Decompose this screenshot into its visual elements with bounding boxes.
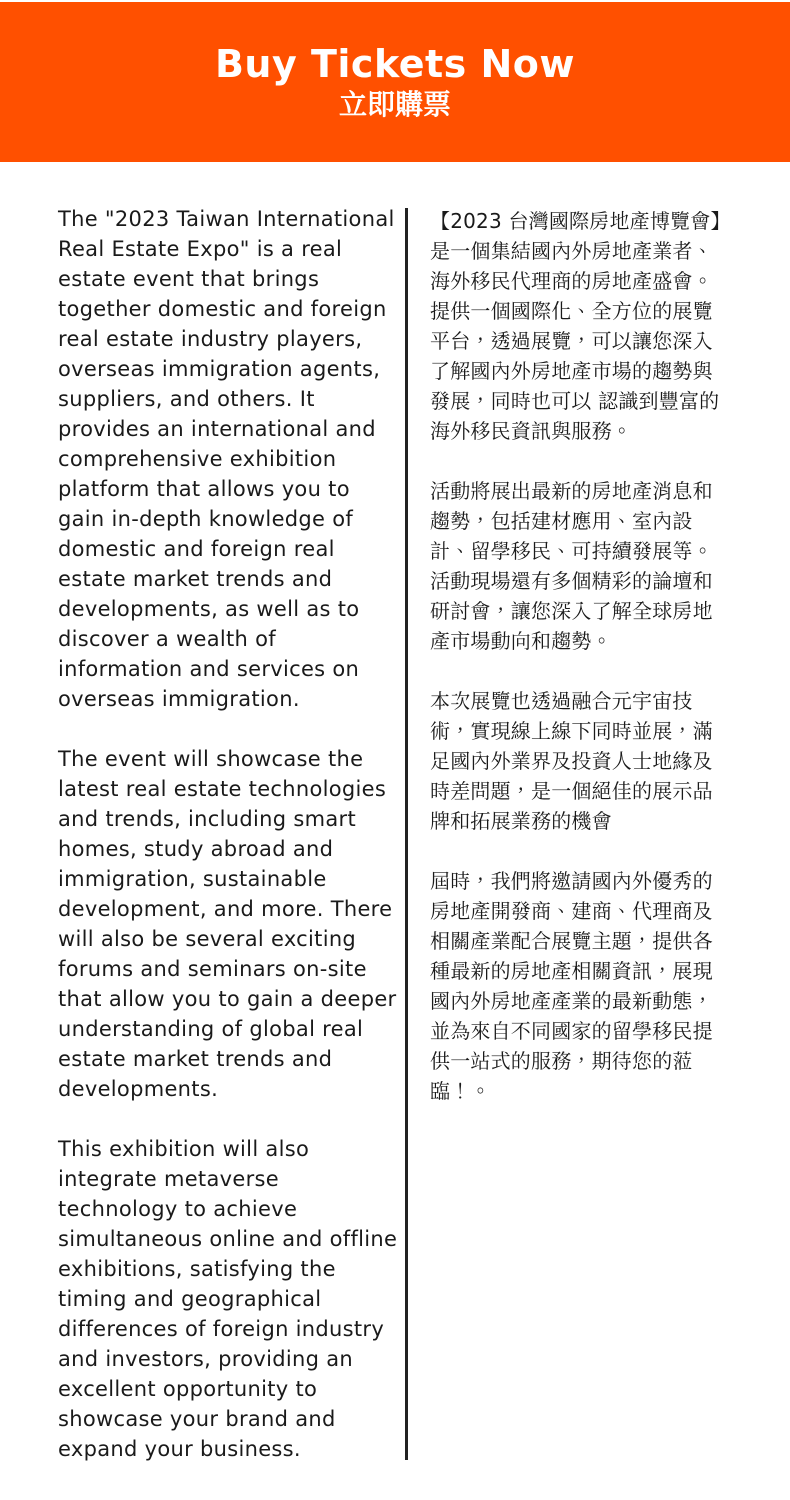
banner-subtitle: 立即購票 (338, 88, 451, 121)
buy-tickets-banner[interactable] (0, 2, 790, 162)
english-paragraph: This exhibition will also integrate metaverse technology to achieve simultaneous online and offline exhibitions, satisfying the timing and geographical differences of foreign industry and investors, providing an excellent opportunity to showcase your brand and expand your business. (58, 1137, 398, 1461)
chinese-paragraph: 本次展覽也透過融合元宇宙技術，實現線上線下同時並展，滿足國內外業界及投資人士地緣及時差問題，是一個絕佳的展示品牌和拓展業務的機會 (430, 689, 713, 833)
chinese-paragraph: 【2023 台灣國際房地產博覽會】是一個集結國內外房地產業者、海外移民代理商的房地產盛會。提供一個國際化、全方位的展覽平台，透過展覽，可以讓您深入了解國內外房地產市場的趨勢與發展，同時也可以 認識到豐富的海外移民資訊與服務。 (430, 209, 721, 443)
column-divider (405, 208, 408, 1460)
english-description (58, 204, 398, 1494)
chinese-paragraph: 活動將展出最新的房地產消息和趨勢，包括建材應用、室內設計、留學移民、可持續發展等。活動現場還有多個精彩的論壇和研討會，讓您深入了解全球房地產市場動向和趨勢。 (430, 479, 713, 653)
chinese-description (430, 206, 730, 1136)
english-paragraph: The event will showcase the latest real estate technologies and trends, including smart homes, study abroad and immigration, sustainable development, and more. There will also be several exciting forums and seminars on-site that allow you to gain a deeper understanding of global real estate market trends and developments. (58, 747, 397, 1101)
chinese-paragraph: 屆時，我們將邀請國內外優秀的房地產開發商、建商、代理商及相關產業配合展覽主題，提供各種最新的房地產相關資訊，展現國內外房地產產業的最新動態，並為來自不同國家的留學移民提供一站式的服務，期待您的蒞臨！。 (430, 869, 713, 1103)
english-paragraph: The "2023 Taiwan International Real Estate Expo" is a real estate event that brings together domestic and foreign real estate industry players, overseas immigration agents, suppliers, and others. It provides an international and comprehensive exhibition platform that allows you to gain in-depth knowledge of domestic and foreign real estate market trends and developments, as well as to discover a wealth of information and services on overseas immigration. (58, 207, 395, 711)
banner-title: Buy Tickets Now (214, 42, 576, 86)
